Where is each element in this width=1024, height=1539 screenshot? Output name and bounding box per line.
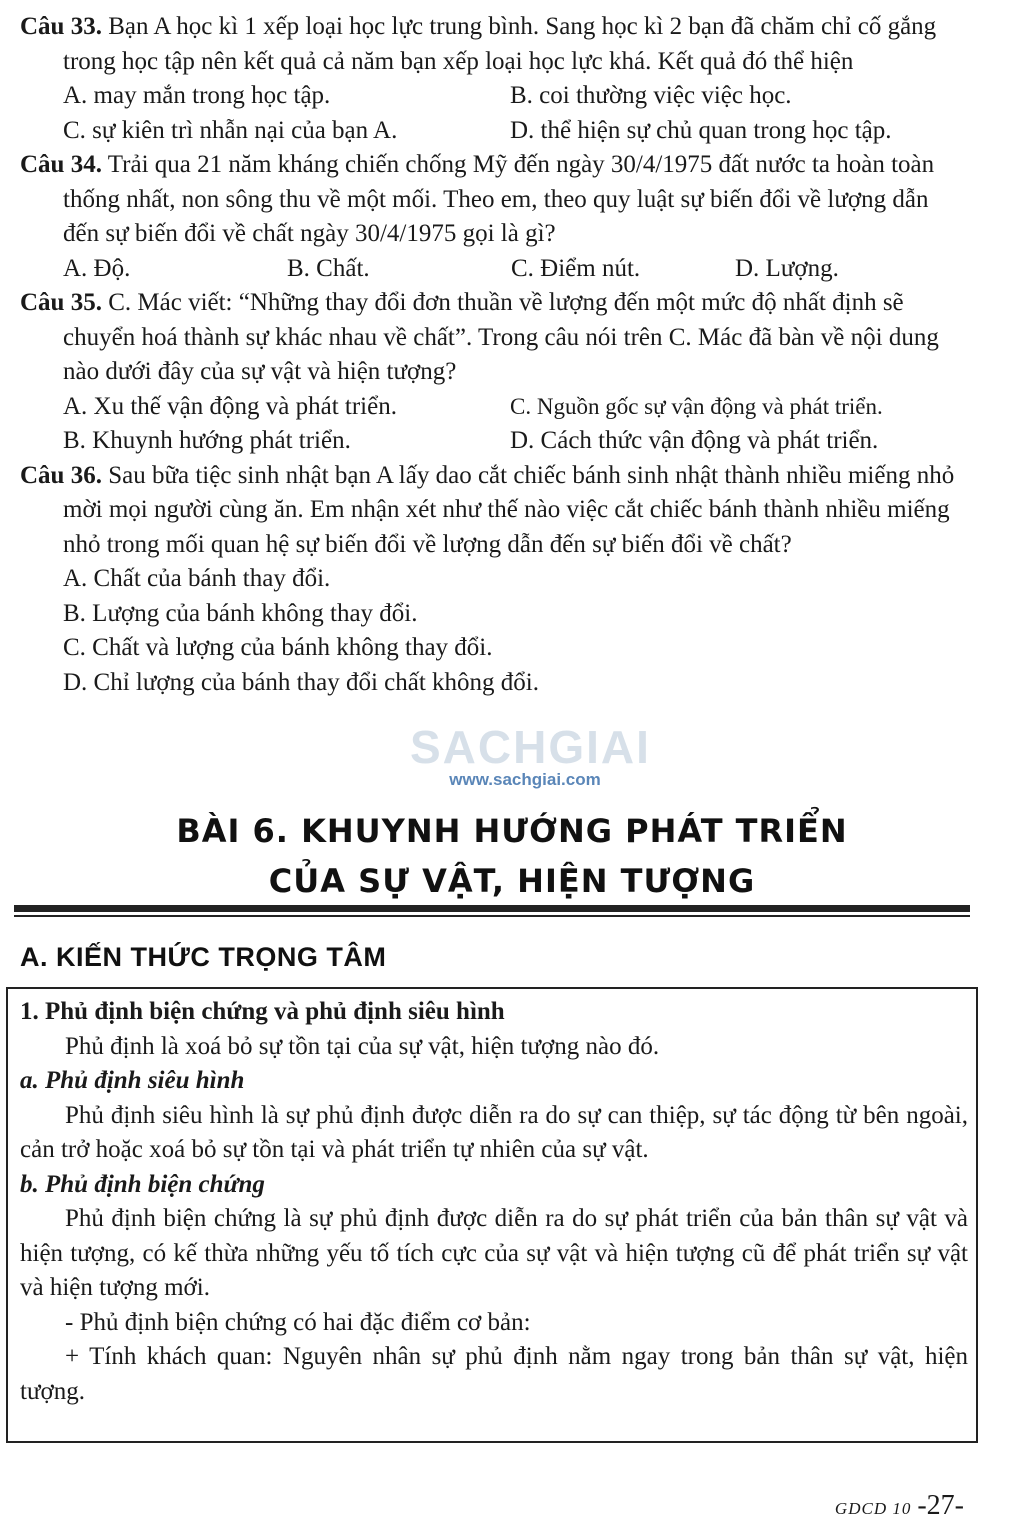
question-options: [20, 252, 968, 287]
page-footer: [835, 1490, 964, 1522]
subheading-a: a. Phủ định siêu hình: [20, 1067, 245, 1094]
question-stem: [20, 459, 968, 563]
knowledge-box: [6, 987, 978, 1443]
question-number: Câu 35.: [20, 289, 102, 316]
option-d: D. thể hiện sự chủ quan trong học tập.: [510, 116, 892, 144]
paragraph: + Tính khách quan: Nguyên nhân sự phủ định nằm ngay trong bản thân sự vật, hiện tượng.: [20, 1343, 968, 1405]
question-36: [20, 459, 968, 701]
option-d: D. Lượng.: [735, 254, 839, 282]
option-a: A. Xu thế vận động và phát triển.: [63, 392, 397, 420]
watermark-logo: SACHGIAI: [410, 721, 651, 773]
question-options: [20, 562, 968, 700]
question-text: C. Mác viết: “Những thay đổi đơn thuần về lượng đến một mức độ nhất định sẽ chuyển hoá thành sự khác nhau về chất”. Trong câu nói trên C. Mác đã bàn về nội dung nào dưới đây của sự vật và hiện tượng?: [63, 289, 939, 385]
book-code: GDCD 10: [834, 1499, 912, 1518]
option-c: C. sự kiên trì nhẫn nại của bạn A.: [63, 116, 398, 144]
question-options: [20, 390, 968, 459]
option-b: B. coi thường việc việc học.: [510, 82, 792, 109]
question-text: Sau bữa tiệc sinh nhật bạn A lấy dao cắt chiếc bánh sinh nhật thành nhiều miếng nhỏ mời mọi người cùng ăn. Em nhận xét như thế nào việc cắt chiếc bánh thành nhiều miếng nhỏ trong mối quan hệ sự biến đổi về lượng dẫn đến sự biến đổi về chất?: [63, 461, 955, 558]
question-text: Bạn A học kì 1 xếp loại học lực trung bình. Sang học kì 2 bạn đã chăm chỉ cố gắng trong học tập nên kết quả cả năm bạn xếp loại học lực khá. Kết quả đó thể hiện: [63, 13, 937, 75]
option-d: D. Cách thức vận động và phát triển.: [510, 427, 879, 454]
option-c: C. Chất và lượng của bánh không thay đổi.: [63, 634, 493, 661]
option-c: C. Điểm nút.: [511, 254, 641, 282]
question-33: [20, 10, 968, 148]
question-35: [20, 286, 968, 459]
lesson-title-line-1: BÀI 6. KHUYNH HƯỚNG PHÁT TRIỂN: [176, 812, 848, 850]
question-34: [20, 148, 968, 286]
option-a: A. Chất của bánh thay đổi.: [63, 565, 331, 592]
subheading-b: b. Phủ định biện chứng: [20, 1170, 265, 1198]
paragraph: Phủ định biện chứng là sự phủ định được diễn ra do sự phát triển của bản thân sự vật và hiện tượng, có kế thừa những yếu tố tích cực của sự vật và hiện tượng cũ để phát triển sự vật và hiện tượng mới.: [20, 1205, 968, 1301]
question-stem: [20, 286, 968, 390]
paragraph: - Phủ định biện chứng có hai đặc điểm cơ bản:: [65, 1308, 531, 1336]
question-stem: [20, 10, 968, 79]
paragraph: Phủ định siêu hình là sự phủ định được diễn ra do sự can thiệp, sự tác động từ bên ngoài, cản trở hoặc xoá bỏ sự tồn tại và phát triển tự nhiên của sự vật.: [20, 1101, 968, 1163]
question-number: Câu 36.: [20, 461, 102, 489]
option-b: B. Lượng của bánh không thay đổi.: [63, 599, 418, 627]
section-heading: A. KIẾN THỨC TRỌNG TÂM: [20, 942, 387, 972]
paragraph: Phủ định là xoá bỏ sự tồn tại của sự vật, hiện tượng nào đó.: [65, 1032, 660, 1060]
title-divider-thin: [14, 915, 970, 917]
lesson-title-line-2: CỦA SỰ VẬT, HIỆN TƯỢNG: [268, 862, 756, 900]
questions-area: [20, 10, 968, 700]
option-c: C. Nguồn gốc sự vận động và phát triển.: [510, 393, 883, 419]
option-d: D. Chỉ lượng của bánh thay đổi chất không đổi.: [63, 668, 540, 696]
option-b: B. Khuynh hướng phát triển.: [63, 427, 351, 454]
question-text: Trải qua 21 năm kháng chiến chống Mỹ đến ngày 30/4/1975 đất nước ta hoàn toàn thống nhất, non sông thu về một mối. Theo em, theo quy luật sự biến đổi về lượng dẫn đến sự biến đổi về chất ngày 30/4/1975 gọi là gì?: [63, 151, 935, 247]
option-a: A. Độ.: [63, 254, 131, 282]
question-number: Câu 34.: [20, 151, 102, 178]
watermark-url: www.sachgiai.com: [449, 770, 601, 789]
watermark: [410, 720, 651, 810]
option-b: B. Chất.: [287, 254, 370, 282]
title-divider-thick: [14, 905, 970, 912]
box-heading: 1. Phủ định biện chứng và phủ định siêu hình: [20, 998, 505, 1025]
question-stem: [20, 148, 968, 252]
page-number: -27-: [917, 1490, 964, 1521]
question-number: Câu 33.: [20, 13, 102, 40]
option-a: A. may mắn trong học tập.: [63, 82, 331, 109]
question-options: [20, 79, 968, 148]
